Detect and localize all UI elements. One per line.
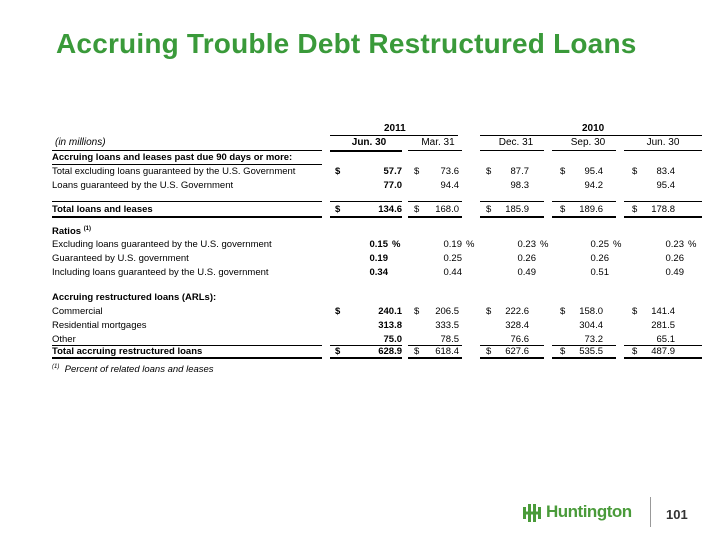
row-label	[52, 203, 153, 216]
table-rule	[330, 201, 402, 202]
row-label-text: Commercial	[52, 306, 103, 317]
table-cell: 76.6	[510, 334, 529, 345]
footnote-marker: (1)	[52, 364, 60, 370]
table-row	[0, 151, 720, 164]
currency-symbol: $	[414, 166, 420, 177]
table-cell: 0.19	[443, 239, 462, 250]
table-rule	[52, 357, 322, 359]
currency-symbol: $	[335, 166, 341, 177]
table-cell: 281.5	[651, 320, 675, 331]
row-label-text: Ratios	[52, 226, 82, 238]
currency-symbol: $	[486, 204, 492, 215]
table-cell: 0.23	[517, 239, 536, 250]
table-cell: 627.6	[505, 346, 529, 357]
table-cell: 0.51	[590, 267, 609, 278]
currency-symbol: $	[335, 306, 341, 317]
table-cell: 0.49	[517, 267, 536, 278]
table-cell: 0.25	[443, 253, 462, 264]
table-rule	[408, 201, 462, 202]
table-cell: 57.7	[383, 166, 402, 177]
table-cell: 189.6	[579, 204, 603, 215]
table-cell: 222.6	[505, 306, 529, 317]
row-label	[52, 165, 295, 178]
row-label-text: Excluding loans guaranteed by the U.S. government	[52, 239, 272, 250]
table-cell: 0.19	[369, 253, 388, 264]
row-label-text: Total excluding loans guaranteed by the U.S. Government	[52, 166, 296, 177]
row-label-text: Accruing restructured loans (ARLs):	[52, 292, 217, 303]
table-cell: 313.8	[378, 320, 402, 331]
table-cell: 78.5	[440, 334, 459, 345]
row-label	[52, 266, 269, 279]
page-number: 101	[666, 507, 688, 522]
table-cell: 95.4	[584, 166, 603, 177]
table-cell: 333.5	[435, 320, 459, 331]
huntington-logo-icon	[522, 503, 542, 523]
table-cell: 94.4	[440, 180, 459, 191]
table-cell: 65.1	[656, 334, 675, 345]
table-cell: 168.0	[435, 204, 459, 215]
table-rule	[52, 201, 322, 202]
table-rule	[480, 216, 544, 218]
row-label	[52, 223, 91, 238]
table-cell: 0.25	[590, 239, 609, 250]
percent-symbol: %	[466, 239, 475, 250]
col-header-jun30-2011: Jun. 30	[351, 137, 387, 148]
table-cell: 77.0	[383, 180, 402, 191]
footnote-ref: (1)	[83, 226, 92, 232]
table-cell: 0.26	[590, 253, 609, 264]
table-cell: 87.7	[510, 166, 529, 177]
currency-symbol: $	[486, 306, 492, 317]
table-rule	[408, 216, 462, 218]
table-cell: 304.4	[579, 320, 603, 331]
table-row	[0, 203, 720, 216]
table-rule	[52, 216, 322, 218]
col-header-dec31-2010: Dec. 31	[498, 137, 534, 148]
currency-symbol: $	[414, 346, 420, 357]
table-cell: 0.44	[443, 267, 462, 278]
currency-symbol: $	[560, 346, 566, 357]
table-row	[0, 238, 720, 251]
col-header-mar31-2011: Mar. 31	[421, 137, 455, 148]
currency-symbol: $	[335, 346, 341, 357]
col-header-jun30-2010: Jun. 30	[646, 137, 680, 148]
currency-symbol: $	[414, 204, 420, 215]
table-cell: 0.26	[517, 253, 536, 264]
table-cell: 185.9	[505, 204, 529, 215]
row-label-text: Accruing loans and leases past due 90 days or more:	[52, 152, 293, 163]
table-rule	[624, 201, 702, 202]
table-cell: 83.4	[656, 166, 675, 177]
table-row	[0, 179, 720, 192]
col-header-sep30-2010: Sep. 30	[570, 137, 606, 148]
table-rule	[330, 357, 402, 359]
table-cell: 206.5	[435, 306, 459, 317]
row-label-text: Including loans guaranteed by the U.S. government	[52, 267, 269, 278]
row-label-text: Total accruing restructured loans	[52, 346, 203, 357]
table-cell: 0.23	[665, 239, 684, 250]
currency-symbol: $	[335, 204, 341, 215]
percent-symbol: %	[392, 239, 401, 250]
table-cell: 158.0	[579, 306, 603, 317]
table-cell: 535.5	[579, 346, 603, 357]
table-cell: 240.1	[378, 306, 402, 317]
table-cell: 628.9	[378, 346, 402, 357]
table-row	[0, 305, 720, 318]
row-label-text: Loans guaranteed by the U.S. Government	[52, 180, 234, 191]
table-rule	[552, 201, 616, 202]
row-label-text: Other	[52, 334, 76, 345]
table-cell: 141.4	[651, 306, 675, 317]
currency-symbol: $	[632, 306, 638, 317]
table-cell: 0.15	[369, 239, 388, 250]
row-label	[52, 151, 292, 164]
percent-symbol: %	[540, 239, 549, 250]
currency-symbol: $	[414, 306, 420, 317]
table-row	[0, 266, 720, 279]
row-label	[52, 305, 103, 318]
row-label-text: Total loans and leases	[52, 204, 153, 215]
percent-symbol: %	[688, 239, 697, 250]
table-rule	[480, 357, 544, 359]
table-cell: 178.8	[651, 204, 675, 215]
units-label: (in millions)	[55, 137, 106, 148]
footnote	[52, 364, 214, 375]
page-title: Accruing Trouble Debt Restructured Loans	[56, 28, 637, 59]
row-label	[52, 291, 216, 304]
table-cell: 618.4	[435, 346, 459, 357]
table-cell: 95.4	[656, 180, 675, 191]
table-rule	[552, 216, 616, 218]
brand-name: Huntington	[546, 502, 632, 521]
year-2010: 2010	[582, 123, 605, 134]
currency-symbol: $	[560, 204, 566, 215]
table-cell: 94.2	[584, 180, 603, 191]
currency-symbol: $	[632, 166, 638, 177]
percent-symbol: %	[613, 239, 622, 250]
table-rule	[330, 216, 402, 218]
currency-symbol: $	[560, 166, 566, 177]
table-cell: 0.34	[369, 267, 388, 278]
row-label-text: Guaranteed by U.S. government	[52, 253, 189, 264]
row-label	[52, 319, 147, 332]
table-rule	[552, 357, 616, 359]
table-row	[0, 165, 720, 178]
row-label	[52, 252, 189, 265]
table-cell: 75.0	[383, 334, 402, 345]
table-cell: 0.49	[665, 267, 684, 278]
table-cell: 487.9	[651, 346, 675, 357]
row-label	[52, 179, 233, 192]
table-cell: 73.2	[584, 334, 603, 345]
table-row	[0, 252, 720, 265]
currency-symbol: $	[486, 166, 492, 177]
currency-symbol: $	[632, 204, 638, 215]
table-rule	[480, 201, 544, 202]
currency-symbol: $	[632, 346, 638, 357]
footnote-text: Percent of related loans and leases	[64, 364, 214, 376]
currency-symbol: $	[560, 306, 566, 317]
year-2011: 2011	[384, 123, 406, 134]
table-row	[0, 291, 720, 304]
table-rule	[408, 357, 462, 359]
table-cell: 73.6	[440, 166, 459, 177]
currency-symbol: $	[486, 346, 492, 357]
table-cell: 0.26	[665, 253, 684, 264]
table-row	[0, 319, 720, 332]
row-label-text: Residential mortgages	[52, 320, 147, 331]
table-cell: 328.4	[505, 320, 529, 331]
table-rule	[624, 216, 702, 218]
table-row	[0, 223, 720, 236]
table-cell: 134.6	[378, 204, 402, 215]
table-cell: 98.3	[510, 180, 529, 191]
brand-divider	[650, 497, 651, 527]
row-label	[52, 238, 272, 251]
table-rule	[624, 357, 702, 359]
